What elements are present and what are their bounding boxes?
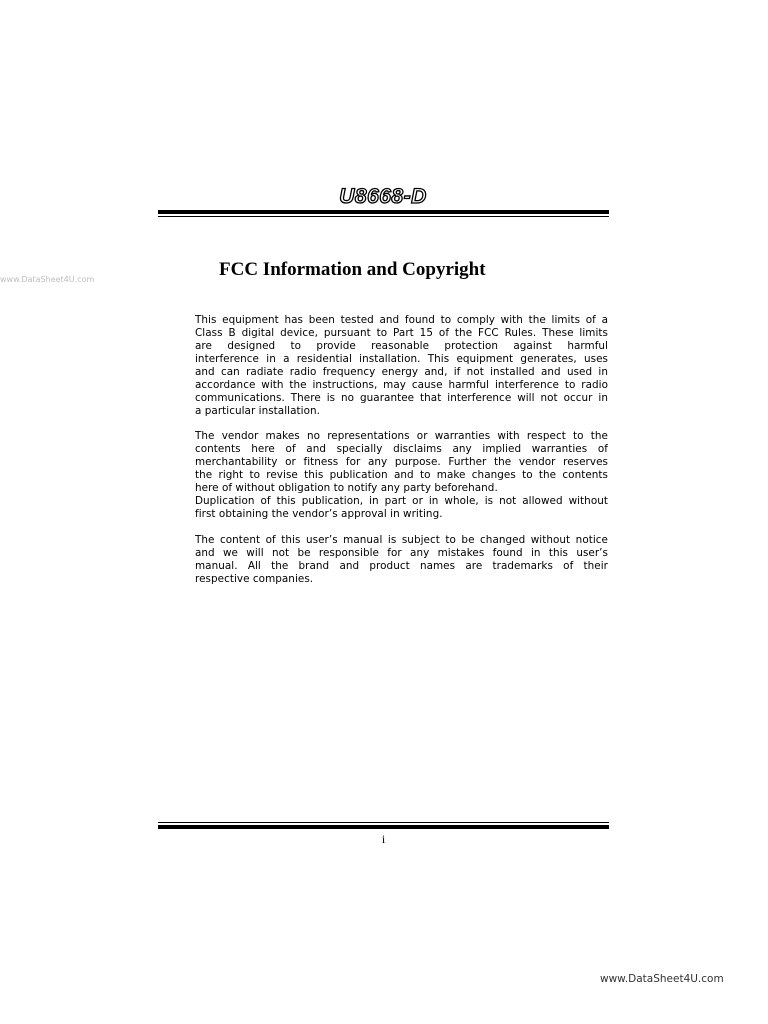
header-rule-thin [158,216,609,217]
model-title: U8668-D [339,185,427,208]
footer-rule-thick [158,825,609,829]
paragraph-line: The vendor makes no representations or warranties with respect to the [195,430,608,442]
paragraph-line: merchantability or fitness for any purpose. Further the vendor reserves [195,456,608,468]
footer-rule-thin [158,822,609,823]
paragraph-manual-notice [195,534,608,586]
paragraph-line: manual. All the brand and product names are trademarks of their [195,560,608,572]
paragraph-line: interference in a residential installation. This equipment generates, uses [195,353,608,365]
paragraph-line: here of without obligation to notify any party beforehand. [195,482,498,494]
paragraph-line: accordance with the instructions, may cause harmful interference to radio [195,379,608,391]
paragraph-line: contents here of and specially disclaims any implied warranties of [195,443,608,455]
header-rule-thick [158,210,609,214]
paragraph-line: This equipment has been tested and found to comply with the limits of a [195,314,608,326]
paragraph-line: respective companies. [195,573,314,585]
paragraph-line: a particular installation. [195,405,320,417]
watermark-left: www.DataSheet4U.com [0,275,95,284]
paragraph-line: and we will not be responsible for any mistakes found in this user’s [195,547,608,559]
paragraph-vendor-disclaimer [195,430,608,521]
section-title: FCC Information and Copyright [219,259,486,280]
paragraph-line: communications. There is no guarantee that interference will not occur in [195,392,608,404]
paragraph-fcc-compliance [195,314,608,418]
paragraph-line: and can radiate radio frequency energy and, if not installed and used in [195,366,608,378]
paragraph-line: the right to revise this publication and to make changes to the contents [195,469,608,481]
watermark-bottom-right: www.DataSheet4U.com [600,973,724,985]
paragraph-line: Duplication of this publication, in part or in whole, is not allowed without [195,495,608,507]
paragraph-line: are designed to provide reasonable protection against harmful [195,340,608,352]
page-number: i [381,832,386,846]
paragraph-line: The content of this user’s manual is subject to be changed without notice [195,534,608,546]
paragraph-line: Class B digital device, pursuant to Part 15 of the FCC Rules. These limits [195,327,608,339]
paragraph-line: first obtaining the vendor’s approval in writing. [195,508,443,520]
